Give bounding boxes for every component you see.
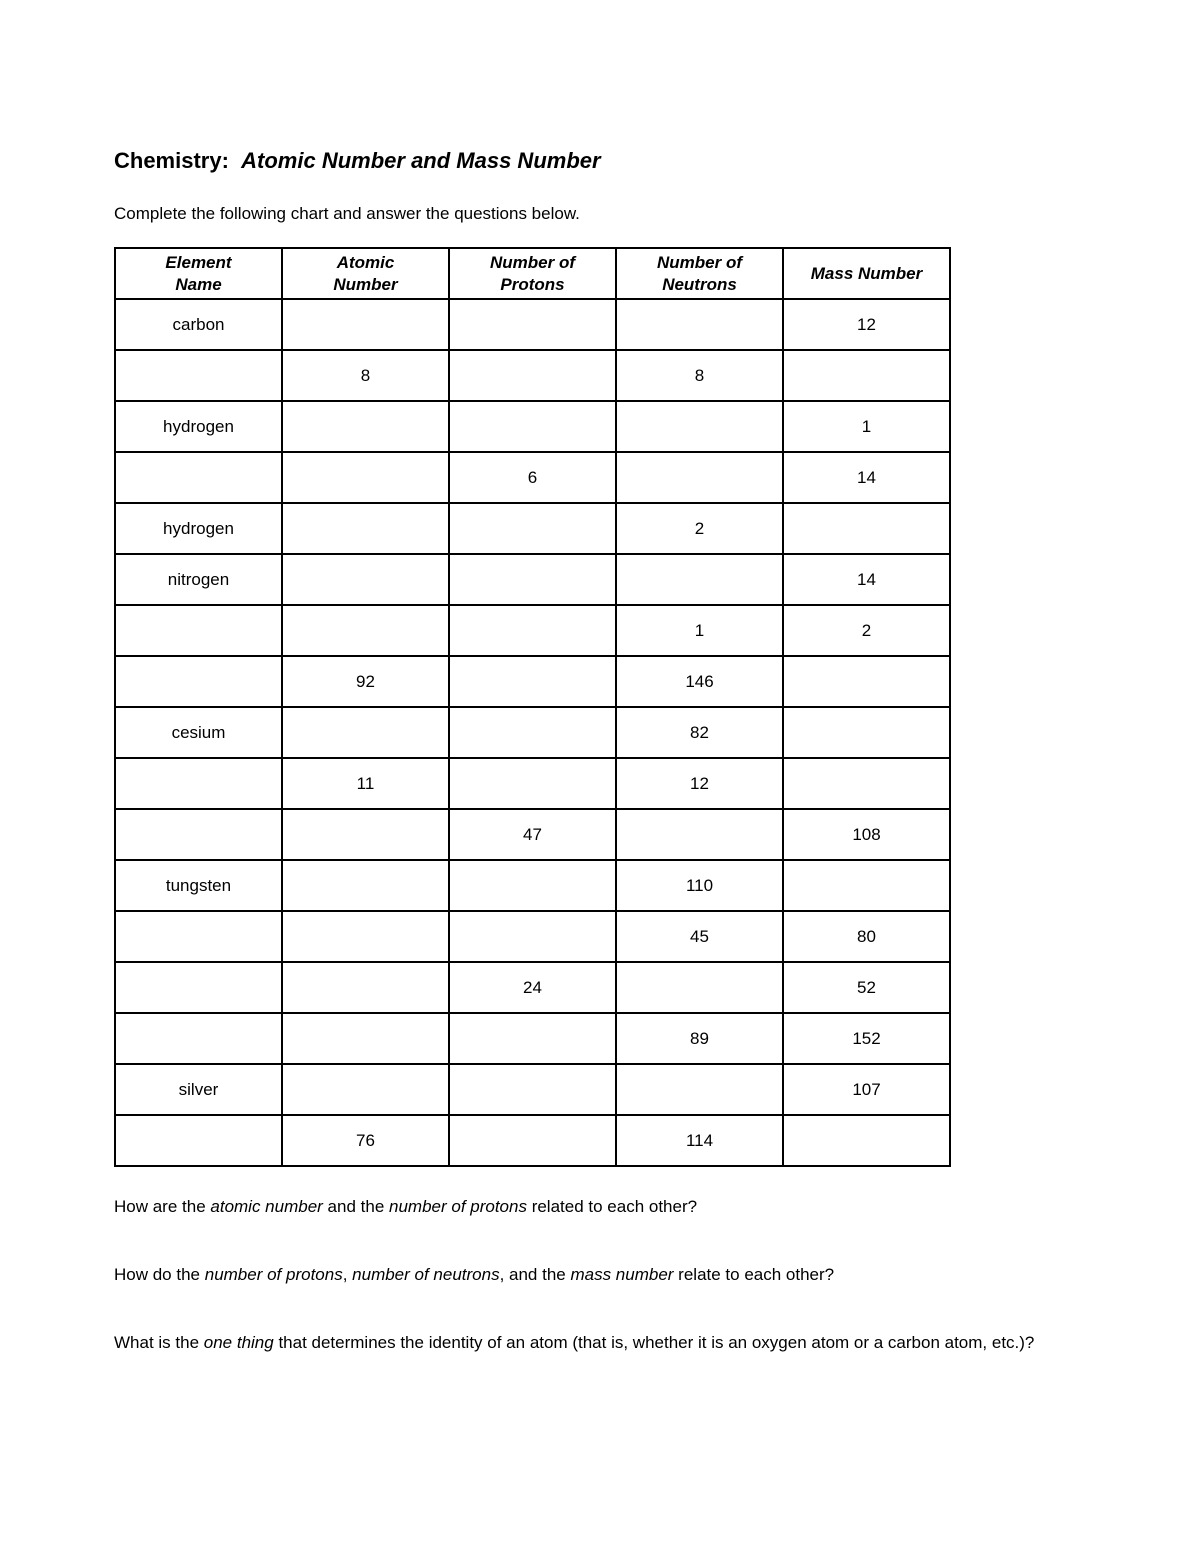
cell-element-name	[115, 1115, 282, 1166]
cell-mass-number: 108	[783, 809, 950, 860]
cell-atomic-number	[282, 860, 449, 911]
cell-mass-number: 14	[783, 554, 950, 605]
header-number-of-protons: Number of Protons	[449, 248, 616, 299]
cell-mass-number: 12	[783, 299, 950, 350]
cell-element-name: silver	[115, 1064, 282, 1115]
cell-neutrons: 82	[616, 707, 783, 758]
cell-atomic-number: 76	[282, 1115, 449, 1166]
table-row	[115, 1013, 950, 1064]
cell-element-name: hydrogen	[115, 401, 282, 452]
table-row	[115, 554, 950, 605]
question-2: How do the number of protons, number of neutrons, and the mass number relate to each other?	[114, 1265, 835, 1284]
cell-protons: 24	[449, 962, 616, 1013]
cell-element-name	[115, 350, 282, 401]
table-row	[115, 758, 950, 809]
question-1: How are the atomic number and the number of protons related to each other?	[114, 1197, 698, 1216]
cell-mass-number: 152	[783, 1013, 950, 1064]
cell-atomic-number: 92	[282, 656, 449, 707]
cell-mass-number	[783, 707, 950, 758]
cell-element-name: hydrogen	[115, 503, 282, 554]
cell-mass-number: 52	[783, 962, 950, 1013]
cell-neutrons: 89	[616, 1013, 783, 1064]
cell-mass-number	[783, 656, 950, 707]
table-body	[115, 299, 950, 1166]
table-row	[115, 452, 950, 503]
cell-protons	[449, 758, 616, 809]
cell-protons	[449, 707, 616, 758]
cell-neutrons: 45	[616, 911, 783, 962]
cell-atomic-number	[282, 554, 449, 605]
cell-protons	[449, 1115, 616, 1166]
cell-protons: 6	[449, 452, 616, 503]
cell-mass-number: 107	[783, 1064, 950, 1115]
cell-neutrons	[616, 299, 783, 350]
cell-neutrons: 110	[616, 860, 783, 911]
header-mass-number: Mass Number	[783, 248, 950, 299]
cell-protons	[449, 860, 616, 911]
cell-neutrons: 8	[616, 350, 783, 401]
title-main: Chemistry:	[114, 148, 229, 173]
table-row	[115, 503, 950, 554]
cell-protons	[449, 299, 616, 350]
header-number-of-neutrons: Number of Neutrons	[616, 248, 783, 299]
instructions-text: Complete the following chart and answer the questions below.	[114, 204, 580, 223]
cell-atomic-number	[282, 299, 449, 350]
cell-protons: 47	[449, 809, 616, 860]
cell-mass-number: 80	[783, 911, 950, 962]
header-atomic-number: Atomic Number	[282, 248, 449, 299]
page-title	[114, 148, 601, 174]
cell-mass-number	[783, 1115, 950, 1166]
header-element-name: Element Name	[115, 248, 282, 299]
cell-element-name	[115, 452, 282, 503]
cell-protons	[449, 1064, 616, 1115]
cell-protons	[449, 1013, 616, 1064]
cell-atomic-number	[282, 1064, 449, 1115]
table-row	[115, 299, 950, 350]
table-header-row	[115, 248, 950, 299]
element-chart-table	[114, 247, 951, 1167]
cell-element-name: tungsten	[115, 860, 282, 911]
cell-element-name: nitrogen	[115, 554, 282, 605]
table-row	[115, 656, 950, 707]
table-row	[115, 911, 950, 962]
cell-neutrons: 1	[616, 605, 783, 656]
table-row	[115, 860, 950, 911]
cell-neutrons	[616, 1064, 783, 1115]
cell-atomic-number	[282, 962, 449, 1013]
cell-atomic-number: 8	[282, 350, 449, 401]
cell-atomic-number: 11	[282, 758, 449, 809]
cell-protons	[449, 401, 616, 452]
question-3: What is the one thing that determines the identity of an atom (that is, whether it is an oxygen atom or a carbon atom, etc.)?	[114, 1333, 1035, 1352]
cell-atomic-number	[282, 503, 449, 554]
cell-atomic-number	[282, 452, 449, 503]
cell-element-name: carbon	[115, 299, 282, 350]
cell-protons	[449, 350, 616, 401]
cell-mass-number	[783, 350, 950, 401]
cell-element-name	[115, 758, 282, 809]
table-row	[115, 401, 950, 452]
title-subtitle: Atomic Number and Mass Number	[241, 148, 601, 173]
cell-neutrons: 146	[616, 656, 783, 707]
cell-protons	[449, 605, 616, 656]
table-row	[115, 809, 950, 860]
cell-element-name	[115, 656, 282, 707]
cell-mass-number: 14	[783, 452, 950, 503]
cell-element-name	[115, 1013, 282, 1064]
cell-mass-number	[783, 503, 950, 554]
cell-protons	[449, 554, 616, 605]
cell-atomic-number	[282, 605, 449, 656]
cell-element-name	[115, 962, 282, 1013]
cell-neutrons: 2	[616, 503, 783, 554]
cell-element-name	[115, 809, 282, 860]
table-row	[115, 962, 950, 1013]
cell-protons	[449, 503, 616, 554]
cell-neutrons: 12	[616, 758, 783, 809]
cell-element-name	[115, 911, 282, 962]
cell-atomic-number	[282, 707, 449, 758]
cell-mass-number	[783, 758, 950, 809]
cell-mass-number: 1	[783, 401, 950, 452]
cell-atomic-number	[282, 1013, 449, 1064]
cell-neutrons	[616, 962, 783, 1013]
cell-protons	[449, 656, 616, 707]
table-row	[115, 707, 950, 758]
cell-atomic-number	[282, 911, 449, 962]
cell-neutrons	[616, 452, 783, 503]
cell-atomic-number	[282, 401, 449, 452]
cell-neutrons: 114	[616, 1115, 783, 1166]
table-row	[115, 605, 950, 656]
table-row	[115, 1115, 950, 1166]
cell-neutrons	[616, 401, 783, 452]
cell-neutrons	[616, 554, 783, 605]
cell-neutrons	[616, 809, 783, 860]
cell-element-name	[115, 605, 282, 656]
table-row	[115, 1064, 950, 1115]
cell-protons	[449, 911, 616, 962]
table-row	[115, 350, 950, 401]
cell-atomic-number	[282, 809, 449, 860]
cell-mass-number	[783, 860, 950, 911]
cell-element-name: cesium	[115, 707, 282, 758]
cell-mass-number: 2	[783, 605, 950, 656]
